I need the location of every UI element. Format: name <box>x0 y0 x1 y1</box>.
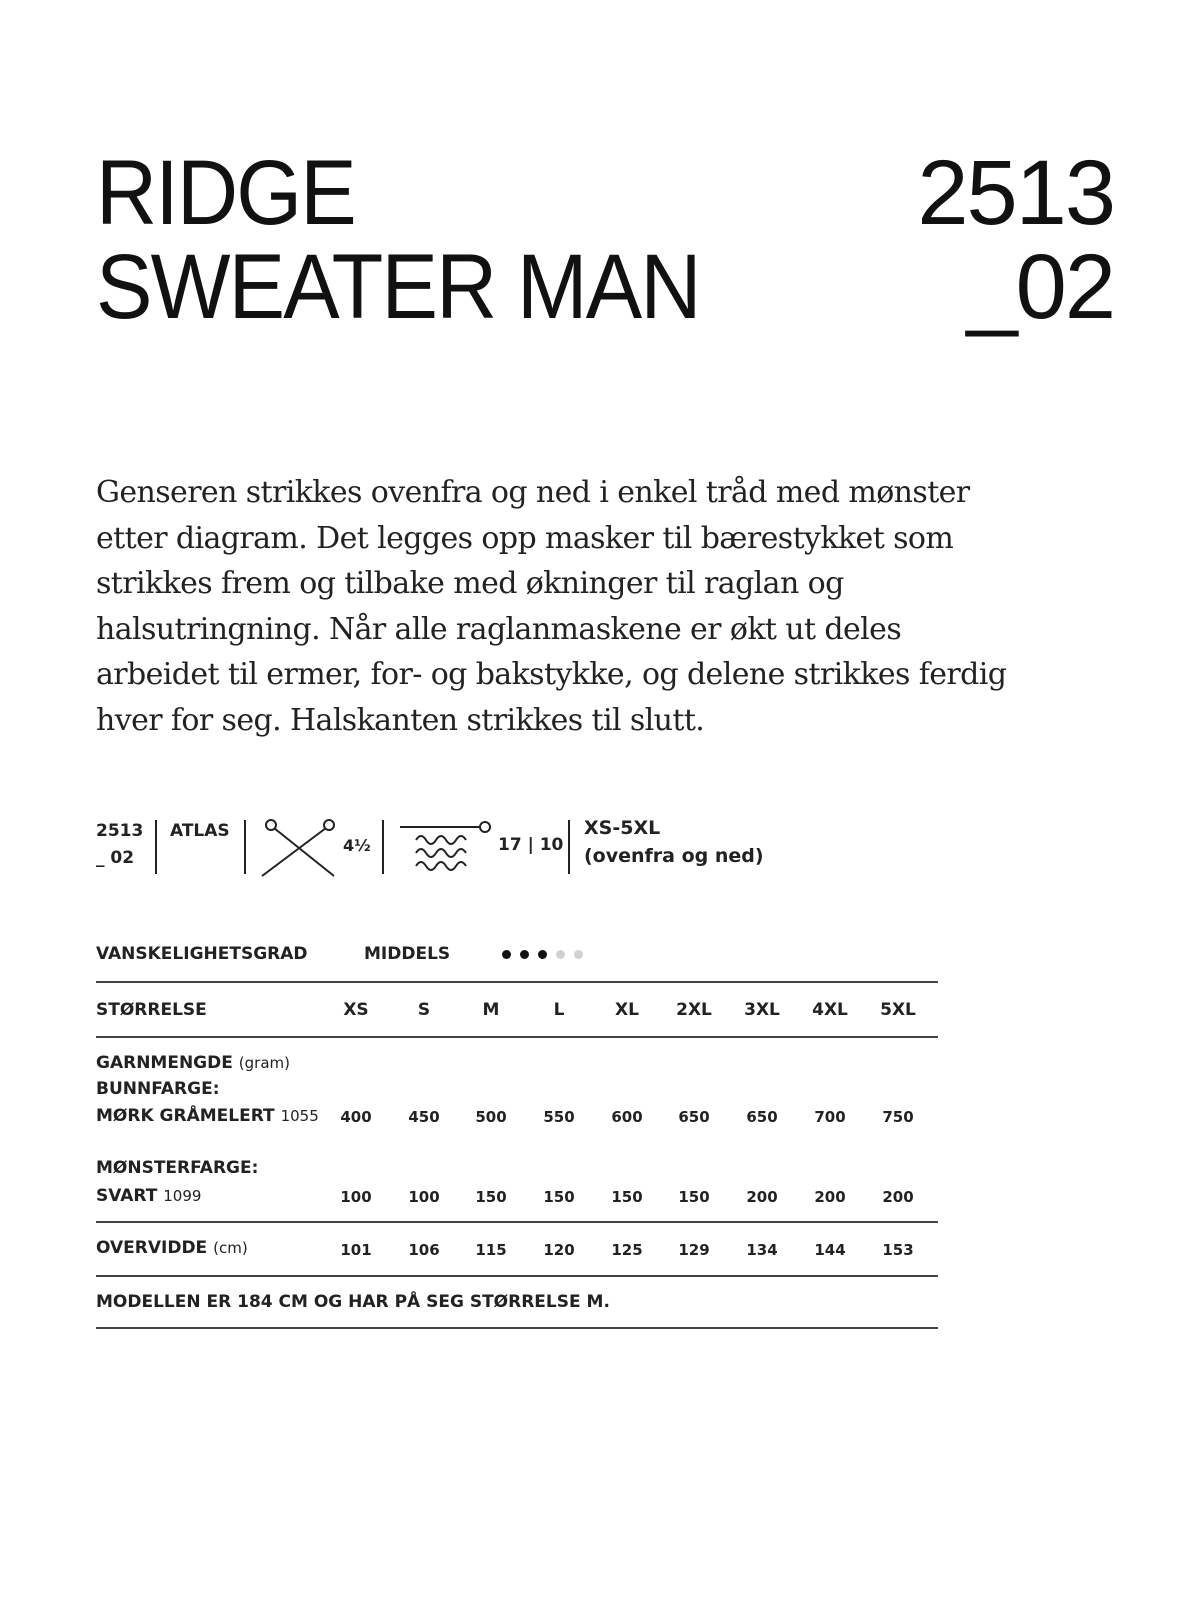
intro-line: strikkes frem og tilbake med økninger til raglan og <box>96 566 844 601</box>
difficulty-dot-empty <box>574 950 583 959</box>
width-label <box>96 1238 248 1258</box>
base-cell: 750 <box>882 1108 914 1126</box>
width-cell: 125 <box>611 1241 643 1259</box>
width-cell: 153 <box>882 1241 914 1259</box>
width-unit: (cm) <box>213 1239 248 1257</box>
width-cell: 144 <box>814 1241 846 1259</box>
base-cell: 650 <box>746 1108 778 1126</box>
sizes-cell: 5XL <box>880 1000 916 1020</box>
intro-line: arbeidet til ermer, for- og bakstykke, og delene strikkes ferdig <box>96 657 1007 692</box>
width-cell: 106 <box>408 1241 440 1259</box>
code-line-1: 2513 <box>917 142 1114 244</box>
width-cell: 120 <box>543 1241 575 1259</box>
intro-text <box>96 470 1096 743</box>
yarn-unit: (gram) <box>238 1054 290 1072</box>
divider <box>96 981 938 983</box>
yarn-label <box>96 1053 290 1073</box>
divider <box>96 1275 938 1277</box>
base-cell: 650 <box>678 1108 710 1126</box>
pattern-cell: 100 <box>408 1188 440 1206</box>
intro-line: halsutringning. Når alle raglanmaskene er økt ut deles <box>96 611 902 647</box>
base-cell: 500 <box>475 1108 507 1126</box>
difficulty-dot-filled <box>538 950 547 959</box>
yarn-label-text: GARNMENGDE <box>96 1053 233 1073</box>
divider <box>382 820 384 874</box>
pattern-cell: 100 <box>340 1188 372 1206</box>
pattern-cell: 200 <box>814 1188 846 1206</box>
meta-code-2: _ 02 <box>96 848 135 868</box>
intro-line: Genseren strikkes ovenfra og ned i enkel tråd med mønster <box>96 475 970 510</box>
sizes-cell: 2XL <box>676 1000 712 1020</box>
sizes-cell: L <box>553 1000 565 1020</box>
pattern-cell: 200 <box>746 1188 778 1206</box>
base-color-code: 1055 <box>280 1107 319 1125</box>
sizes-cell: XL <box>615 1000 639 1020</box>
difficulty-value: MIDDELS <box>364 944 451 964</box>
sizes-cell: S <box>417 1000 431 1020</box>
title-line-1: RIDGE <box>96 142 355 244</box>
meta-code-1: 2513 <box>96 821 144 841</box>
base-cell: 600 <box>611 1108 643 1126</box>
sizes-cell: 4XL <box>812 1000 848 1020</box>
code-line-2: _02 <box>966 236 1114 338</box>
divider <box>244 820 246 874</box>
sizes-cell: 3XL <box>744 1000 780 1020</box>
base-cell: 550 <box>543 1108 575 1126</box>
model-note: MODELLEN ER 184 CM OG HAR PÅ SEG STØRRELSE M. <box>96 1292 610 1312</box>
difficulty-dot-empty <box>556 950 565 959</box>
divider <box>96 1221 938 1223</box>
divider <box>155 820 157 874</box>
divider <box>96 1036 938 1038</box>
pattern-color <box>96 1186 201 1206</box>
pattern-color-code: 1099 <box>163 1187 202 1205</box>
divider <box>96 1327 938 1329</box>
construction: (ovenfra og ned) <box>584 845 764 867</box>
needle-size: 4½ <box>343 836 371 855</box>
size-range <box>584 814 764 870</box>
base-cell: 450 <box>408 1108 440 1126</box>
pattern-label: MØNSTERFARGE: <box>96 1158 259 1178</box>
pattern-title <box>96 142 700 338</box>
difficulty-label: VANSKELIGHETSGRAD <box>96 944 308 964</box>
base-color <box>96 1106 319 1126</box>
meta-code <box>96 818 143 872</box>
sizes: XS-5XL <box>584 817 661 839</box>
width-cell: 101 <box>340 1241 372 1259</box>
gauge-swatch-icon <box>398 818 494 876</box>
difficulty-dot-filled <box>502 950 511 959</box>
sizes-cell: XS <box>343 1000 369 1020</box>
crossed-needles-icon <box>260 818 340 878</box>
base-cell: 400 <box>340 1108 372 1126</box>
gauge: 17 | 10 <box>498 835 564 855</box>
divider <box>568 820 570 874</box>
yarn-name: ATLAS <box>170 821 230 841</box>
sizes-cell: M <box>482 1000 500 1020</box>
difficulty-dot-filled <box>520 950 529 959</box>
pattern-cell: 150 <box>611 1188 643 1206</box>
pattern-color-name: SVART <box>96 1186 158 1206</box>
base-cell: 700 <box>814 1108 846 1126</box>
title-line-2: SWEATER MAN <box>96 236 700 338</box>
pattern-cell: 150 <box>678 1188 710 1206</box>
pattern-cell: 200 <box>882 1188 914 1206</box>
intro-line: etter diagram. Det legges opp masker til bærestykket som <box>96 520 954 556</box>
intro-line: hver for seg. Halskanten strikkes til slutt. <box>96 702 705 738</box>
width-cell: 129 <box>678 1241 710 1259</box>
width-cell: 115 <box>475 1241 507 1259</box>
base-label: BUNNFARGE: <box>96 1079 220 1099</box>
width-label-text: OVERVIDDE <box>96 1238 208 1258</box>
width-cell: 134 <box>746 1241 778 1259</box>
pattern-cell: 150 <box>475 1188 507 1206</box>
pattern-code <box>917 142 1114 338</box>
base-color-name: MØRK GRÅMELERT <box>96 1106 275 1126</box>
pattern-cell: 150 <box>543 1188 575 1206</box>
size-label: STØRRELSE <box>96 1000 207 1020</box>
